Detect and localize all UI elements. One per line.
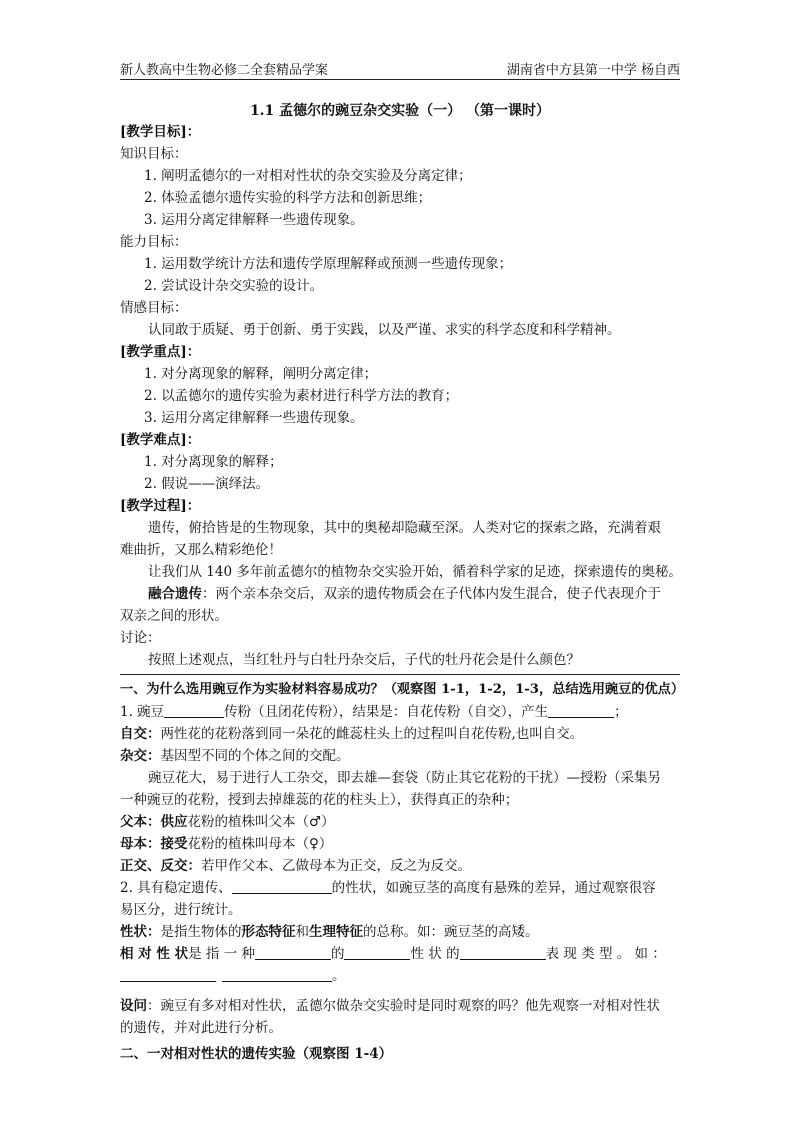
discuss-label: 讨论： bbox=[120, 630, 161, 646]
reciprocal-def: 正交、反交：若甲作父本、乙做母本为正交，反之为反交。 bbox=[120, 858, 471, 874]
process-paragraph: 遗传，俯拾皆是的生物现象，其中的奥秘却隐藏至深。人类对它的探索之路，充满着艰 bbox=[148, 520, 661, 536]
key-point-item: 2. 以孟德尔的遗传实验为素材进行科学方法的教育； bbox=[144, 388, 459, 404]
blank-field[interactable] bbox=[548, 703, 614, 718]
blend-definition: 融合遗传：两个亲本杂交后，双亲的遗传物质会在子代体内发生混合，使子代表现介于 bbox=[148, 586, 661, 602]
question-text: 设问：豌豆有多对相对性状，孟德尔做杂交实验时是同时观察的吗？他先观察一对相对性状 bbox=[120, 998, 660, 1014]
header-left: 新人教高中生物必修二全套精品学案 bbox=[120, 63, 329, 78]
blend-term: 融合遗传 bbox=[148, 586, 202, 602]
page-title: 1.1 孟德尔的豌豆杂交实验（一） （第一课时） bbox=[249, 103, 551, 119]
relative-trait-example: 。 bbox=[120, 966, 680, 986]
father-def: 父本：供应花粉的植株叫父本（♂） bbox=[120, 814, 335, 830]
key-point-item: 1. 对分离现象的解释，阐明分离定律； bbox=[144, 366, 378, 382]
process-paragraph: 让我们从 140 多年前孟德尔的植物杂交实验开始，循着科学家的足迹，探索遗传的奥秘。 bbox=[148, 564, 682, 580]
process-paragraph: 难曲折，又那么精彩绝伦！ bbox=[120, 542, 282, 558]
knowledge-label: 知识目标： bbox=[120, 146, 188, 162]
ability-item: 1. 运用数学统计方法和遗传学原理解释或预测一些遗传现象； bbox=[144, 256, 513, 272]
difficulties-heading: [教学难点]： bbox=[120, 432, 201, 448]
blank-field[interactable] bbox=[255, 945, 331, 960]
fill-line-1: 1. 豌豆 传粉（且闭花传粉），结果是：自花传粉（自交），产生 ； bbox=[120, 704, 628, 720]
section1-heading: 一、为什么选用豌豆作为实验材料容易成功？（观察图 1-1，1-2，1-3，总结选用豌豆的优点） bbox=[120, 682, 685, 697]
header-right: 湖南省中方县第一中学 杨自西 bbox=[506, 63, 680, 78]
ability-label: 能力目标： bbox=[120, 234, 188, 250]
blank-field[interactable] bbox=[120, 967, 216, 982]
trait-def: 性状：是指生物体的形态特征和生理特征的总称。如：豌豆茎的高矮。 bbox=[120, 924, 539, 940]
fill-line-2: 2. 具有稳定遗传、 的性状，如豌豆茎的高度有悬殊的差异，通过观察很容 bbox=[120, 880, 656, 896]
blend-definition-cont: 双亲之间的形状。 bbox=[120, 608, 228, 624]
pea-paragraph-cont: 一种豌豆的花粉，授到去掉雄蕊的花的柱头上），获得真正的杂种； bbox=[120, 792, 519, 808]
relative-trait-def: 相 对 性 状是 指 一 种 的 性 状 的 表 现 类 型 。 如 ： bbox=[120, 946, 666, 962]
section2-heading: 二、一对相对性状的遗传实验（观察图 1-4） bbox=[120, 1046, 393, 1062]
knowledge-item: 2. 体验孟德尔遗传实验的科学方法和创新思维； bbox=[144, 190, 432, 206]
difficulty-item: 1. 对分离现象的解释； bbox=[144, 454, 283, 470]
knowledge-item: 1. 阐明孟德尔的一对相对性状的杂交实验及分离定律； bbox=[144, 168, 472, 184]
blank-field[interactable] bbox=[164, 703, 224, 718]
emotion-text: 认同敢于质疑、勇于创新、勇于实践，以及严谨、求实的科学态度和科学精神。 bbox=[148, 322, 621, 338]
mother-def: 母本：接受花粉的植株叫母本（♀） bbox=[120, 836, 333, 852]
process-heading: [教学过程]： bbox=[120, 498, 201, 514]
blank-field[interactable] bbox=[460, 945, 546, 960]
key-points-heading: [教学重点]： bbox=[120, 344, 201, 360]
discuss-question: 按照上述观点，当红牡丹与白牡丹杂交后，子代的牡丹花会是什么颜色？ bbox=[148, 652, 580, 668]
self-pollination-def: 自交：两性花的花粉落到同一朵花的雌蕊柱头上的过程叫自花传粉,也叫自交。 bbox=[120, 726, 584, 742]
blank-field[interactable] bbox=[344, 945, 410, 960]
page-header bbox=[120, 57, 680, 80]
key-point-item: 3. 运用分离定律解释一些遗传现象。 bbox=[144, 410, 364, 426]
question-text-cont: 的遗传，并对此进行分析。 bbox=[120, 1020, 282, 1036]
goals-heading: [教学目标]： bbox=[120, 124, 201, 140]
fill-line-2-cont: 易区分，进行统计。 bbox=[120, 902, 242, 918]
emotion-label: 情感目标： bbox=[120, 300, 188, 316]
pea-paragraph: 豌豆花大，易于进行人工杂交，即去雄—套袋（防止其它花粉的干扰）—授粉（采集另 bbox=[148, 770, 661, 786]
difficulty-item: 2. 假说——演绎法。 bbox=[144, 476, 270, 492]
blank-field[interactable] bbox=[232, 879, 332, 894]
ability-item: 2. 尝试设计杂交实验的设计。 bbox=[144, 278, 324, 294]
knowledge-item: 3. 运用分离定律解释一些遗传现象。 bbox=[144, 212, 364, 228]
section-divider bbox=[120, 674, 680, 675]
cross-def: 杂交：基因型不同的个体之间的交配。 bbox=[120, 748, 350, 764]
blank-field[interactable] bbox=[222, 967, 332, 982]
